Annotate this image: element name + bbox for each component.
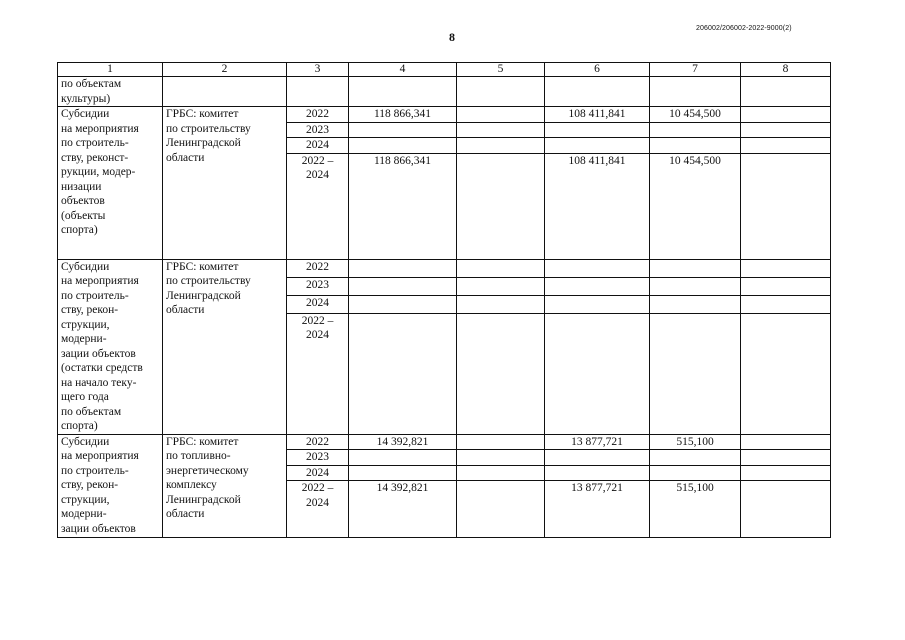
federal-cell <box>457 107 545 123</box>
total-cell <box>349 259 457 277</box>
year-cell: 2023 <box>287 450 349 466</box>
other-cell <box>741 434 831 450</box>
regional-cell <box>545 295 650 313</box>
budget-table <box>57 62 831 538</box>
local-cell: 10 454,500 <box>650 107 741 123</box>
regional-cell <box>545 277 650 295</box>
total-cell <box>349 465 457 481</box>
program-name: Субсидии на мероприятия по строитель- ству, рекон- струкции, модерни- зации объектов <box>58 434 163 538</box>
federal-cell <box>457 295 545 313</box>
regional-cell <box>545 259 650 277</box>
other-cell <box>741 138 831 154</box>
total-cell <box>349 277 457 295</box>
total-cell <box>349 138 457 154</box>
federal-cell <box>457 277 545 295</box>
year-cell: 2024 <box>287 465 349 481</box>
header-col-4: 4 <box>349 63 457 77</box>
header-col-7: 7 <box>650 63 741 77</box>
other-cell <box>741 277 831 295</box>
federal-cell <box>457 434 545 450</box>
year-cell: 2024 <box>287 295 349 313</box>
other-cell <box>741 465 831 481</box>
table-row <box>58 434 831 450</box>
federal-cell <box>457 313 545 434</box>
other-cell <box>741 153 831 259</box>
year-cell: 2024 <box>287 138 349 154</box>
year-cell: 2022 – 2024 <box>287 313 349 434</box>
local-cell <box>650 295 741 313</box>
local-cell <box>650 259 741 277</box>
total-cell <box>349 313 457 434</box>
responsible-agency: ГРБС: комитет по строительству Ленинградской области <box>163 259 287 434</box>
total-cell <box>349 295 457 313</box>
other-cell <box>741 107 831 123</box>
header-col-6: 6 <box>545 63 650 77</box>
total-cell: 14 392,821 <box>349 481 457 538</box>
other-cell <box>741 295 831 313</box>
header-col-3: 3 <box>287 63 349 77</box>
local-cell: 515,100 <box>650 481 741 538</box>
total-cell: 14 392,821 <box>349 434 457 450</box>
regional-cell <box>545 450 650 466</box>
document-id: 206002/206002-2022-9000(2) <box>696 25 792 32</box>
regional-cell <box>545 122 650 138</box>
header-col-8: 8 <box>741 63 831 77</box>
year-cell: 2022 – 2024 <box>287 481 349 538</box>
local-cell <box>650 122 741 138</box>
federal-cell <box>457 481 545 538</box>
program-name: Субсидии на мероприятия по строитель- ству, рекон- струкции, модерни- зации объектов (остатки средств на начало теку- щего года по объектам спорта) <box>58 259 163 434</box>
responsible-agency: ГРБС: комитет по топливно- энергетическому комплексу Ленинградской области <box>163 434 287 538</box>
regional-cell <box>545 465 650 481</box>
other-cell <box>741 450 831 466</box>
header-row <box>58 63 831 77</box>
regional-cell: 13 877,721 <box>545 434 650 450</box>
regional-cell: 13 877,721 <box>545 481 650 538</box>
year-cell: 2022 <box>287 107 349 123</box>
table-row <box>58 107 831 123</box>
regional-cell: 108 411,841 <box>545 107 650 123</box>
table-row <box>58 259 831 277</box>
federal-cell <box>457 153 545 259</box>
local-cell: 10 454,500 <box>650 153 741 259</box>
regional-cell: 108 411,841 <box>545 153 650 259</box>
local-cell: 515,100 <box>650 434 741 450</box>
year-cell: 2022 – 2024 <box>287 153 349 259</box>
federal-cell <box>457 138 545 154</box>
federal-cell <box>457 450 545 466</box>
regional-cell <box>545 313 650 434</box>
page-number: 8 <box>449 30 455 44</box>
local-cell <box>650 277 741 295</box>
continuation-row <box>58 77 831 107</box>
header-col-2: 2 <box>163 63 287 77</box>
total-cell: 118 866,341 <box>349 107 457 123</box>
local-cell <box>650 465 741 481</box>
year-cell: 2022 <box>287 434 349 450</box>
other-cell <box>741 313 831 434</box>
continuation-program-name: по объектам культуры) <box>58 77 163 107</box>
year-cell: 2023 <box>287 122 349 138</box>
other-cell <box>741 259 831 277</box>
other-cell <box>741 122 831 138</box>
total-cell <box>349 122 457 138</box>
regional-cell <box>545 138 650 154</box>
local-cell <box>650 450 741 466</box>
responsible-agency: ГРБС: комитет по строительству Ленинградской области <box>163 107 287 260</box>
header-col-1: 1 <box>58 63 163 77</box>
program-name: Субсидии на мероприятия по строитель- ству, реконст- рукции, модер- низации объектов (объекты спорта) <box>58 107 163 260</box>
other-cell <box>741 481 831 538</box>
federal-cell <box>457 465 545 481</box>
federal-cell <box>457 259 545 277</box>
local-cell <box>650 138 741 154</box>
year-cell: 2023 <box>287 277 349 295</box>
local-cell <box>650 313 741 434</box>
year-cell: 2022 <box>287 259 349 277</box>
total-cell: 118 866,341 <box>349 153 457 259</box>
header-col-5: 5 <box>457 63 545 77</box>
federal-cell <box>457 122 545 138</box>
total-cell <box>349 450 457 466</box>
